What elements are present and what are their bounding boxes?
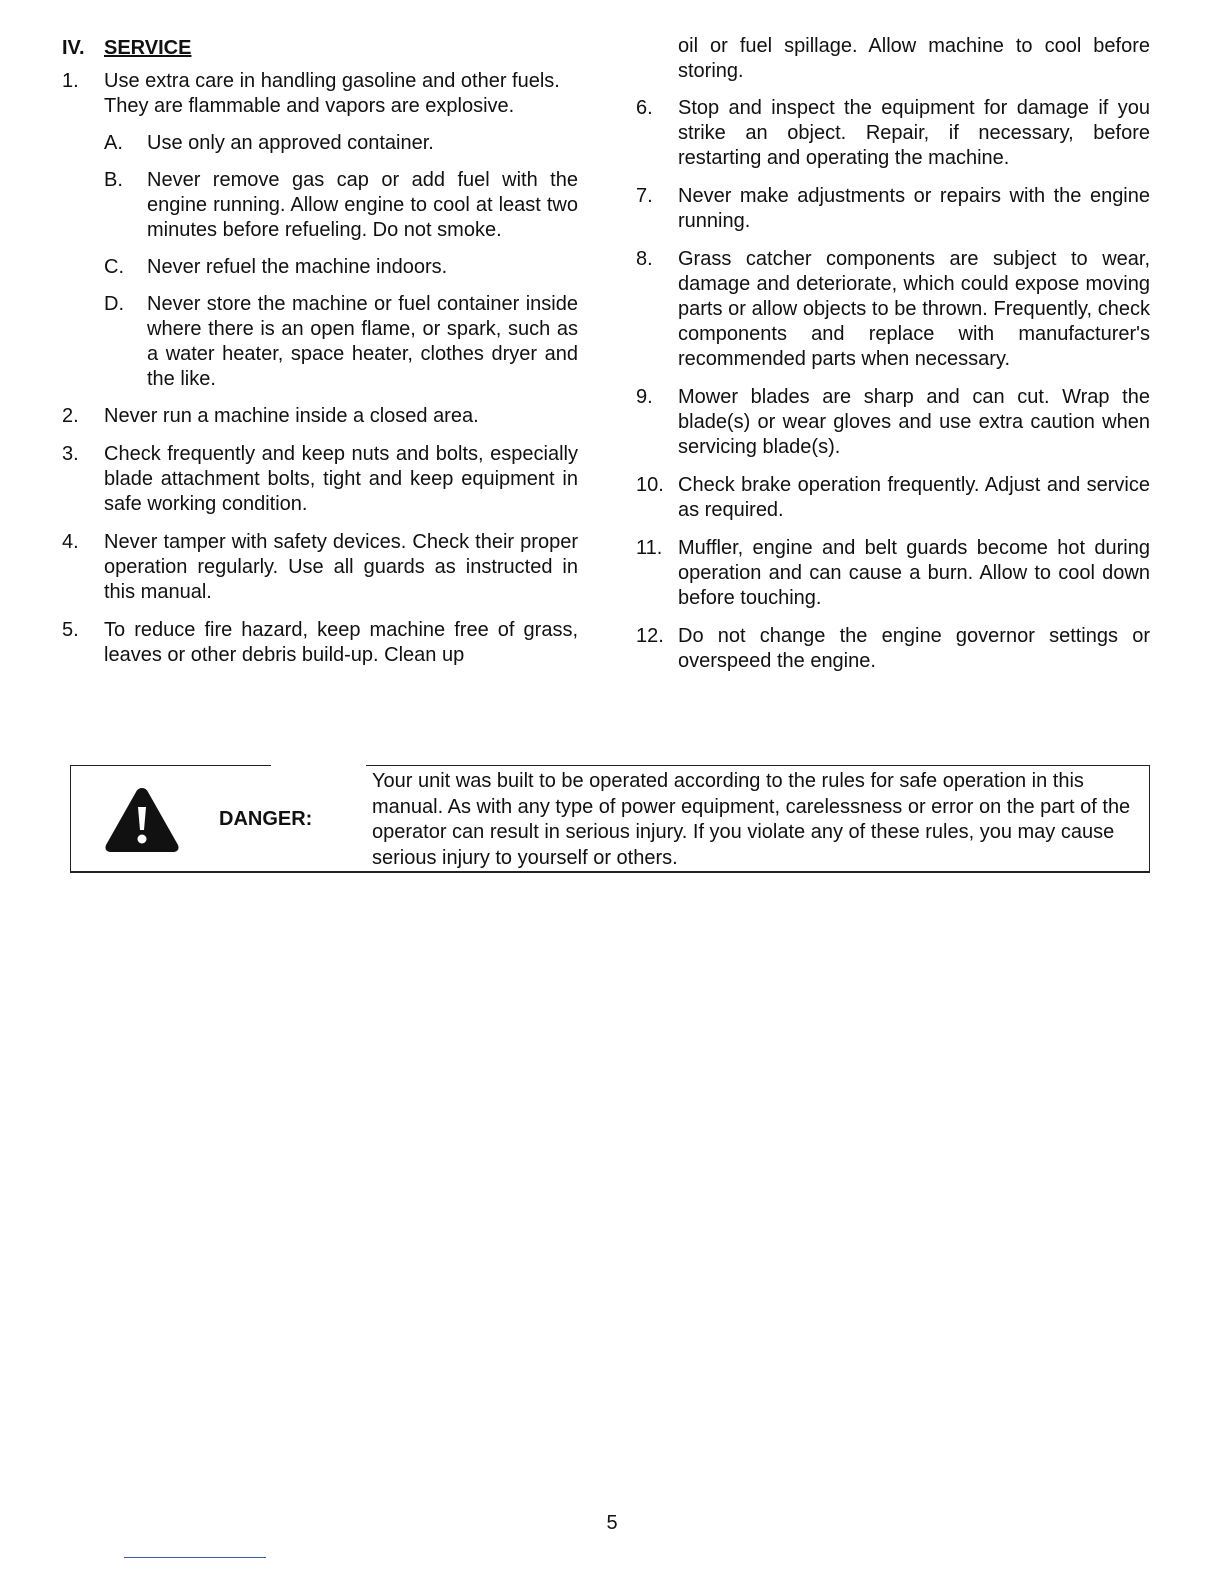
item-number: 1.	[62, 70, 79, 92]
list-item	[62, 442, 578, 517]
item-number: 3.	[62, 443, 79, 465]
left-column	[62, 36, 578, 681]
sub-list	[104, 131, 578, 392]
list-item	[62, 69, 578, 392]
item-number: 10.	[636, 474, 664, 496]
item-text: Never run a machine inside a closed area.	[104, 405, 479, 427]
item-text: Mower blades are sharp and can cut. Wrap the blade(s) or wear gloves and use extra caution when servicing blade(s).	[678, 386, 1150, 458]
list-item	[62, 404, 578, 429]
item-text: Use extra care in handling gasoline and other fuels. They are flammable and vapors are explosive.	[104, 70, 560, 117]
section-number: IV.	[62, 37, 85, 59]
danger-label: DANGER:	[219, 808, 313, 830]
item-text: Check brake operation frequently. Adjust and service as required.	[678, 474, 1150, 521]
list-item	[62, 530, 578, 605]
item-continuation: oil or fuel spillage. Allow machine to cool before storing.	[678, 35, 1150, 82]
sub-letter: C.	[104, 256, 124, 278]
right-column	[636, 34, 1150, 687]
sub-item	[104, 131, 578, 156]
list-item	[636, 473, 1150, 523]
list-item	[636, 247, 1150, 372]
item-number: 9.	[636, 386, 653, 408]
item-text: Never make adjustments or repairs with the engine running.	[678, 185, 1150, 232]
sub-letter: D.	[104, 293, 124, 315]
list-item	[636, 385, 1150, 460]
sub-letter: B.	[104, 169, 123, 191]
sub-item	[104, 292, 578, 392]
section-heading	[62, 36, 578, 61]
sub-text: Use only an approved container.	[147, 132, 434, 154]
list-item	[636, 184, 1150, 234]
item-text: To reduce fire hazard, keep machine free of grass, leaves or other debris build-up. Clean up	[104, 619, 578, 666]
item-number: 12.	[636, 625, 664, 647]
danger-text: Your unit was built to be operated according to the rules for safe operation in this manual. As with any type of power equipment, carelessness or error on the part of the operator can result in serious injury. If you violate any of these rules, you may cause serious injury to yourself or others.	[372, 770, 1131, 869]
list-item	[636, 624, 1150, 674]
list-item	[62, 618, 578, 668]
item-number: 2.	[62, 405, 79, 427]
item-number: 5.	[62, 619, 79, 641]
item-text: Grass catcher components are subject to wear, damage and deteriorate, which could expose moving parts or allow objects to be thrown. Frequently, check components and replace with manufacturer's recommended parts when necessary.	[678, 248, 1150, 370]
item-text: Do not change the engine governor settings or overspeed the engine.	[678, 625, 1150, 672]
footer-rule	[124, 1557, 266, 1558]
sub-text: Never remove gas cap or add fuel with the engine running. Allow engine to cool at least two minutes before refueling. Do not smoke.	[147, 169, 578, 241]
sub-text: Never refuel the machine indoors.	[147, 256, 448, 278]
item-text: Check frequently and keep nuts and bolts, especially blade attachment bolts, tight and keep equipment in safe working condition.	[104, 443, 578, 515]
sub-text: Never store the machine or fuel container inside where there is an open flame, or spark, such as a water heater, space heater, clothes dryer and the like.	[147, 293, 578, 390]
item-text: Never tamper with safety devices. Check their proper operation regularly. Use all guards as instructed in this manual.	[104, 531, 578, 603]
list-item	[636, 96, 1150, 171]
list-item	[636, 536, 1150, 611]
item-text: Stop and inspect the equipment for damage if you strike an object. Repair, if necessary, before restarting and operating the machine.	[678, 97, 1150, 169]
item-number: 8.	[636, 248, 653, 270]
item-number: 11.	[636, 537, 663, 559]
item-number: 6.	[636, 97, 653, 119]
item-number: 7.	[636, 185, 653, 207]
sub-item	[104, 255, 578, 280]
warning-triangle-icon	[103, 785, 181, 855]
danger-notice-box	[70, 765, 1150, 873]
sub-letter: A.	[104, 132, 123, 154]
item-number: 4.	[62, 531, 79, 553]
section-title: SERVICE	[104, 37, 192, 59]
page-number: 5	[606, 1512, 618, 1534]
sub-item	[104, 168, 578, 243]
item-text: Muffler, engine and belt guards become hot during operation and can cause a burn. Allow to cool down before touching.	[678, 537, 1150, 609]
